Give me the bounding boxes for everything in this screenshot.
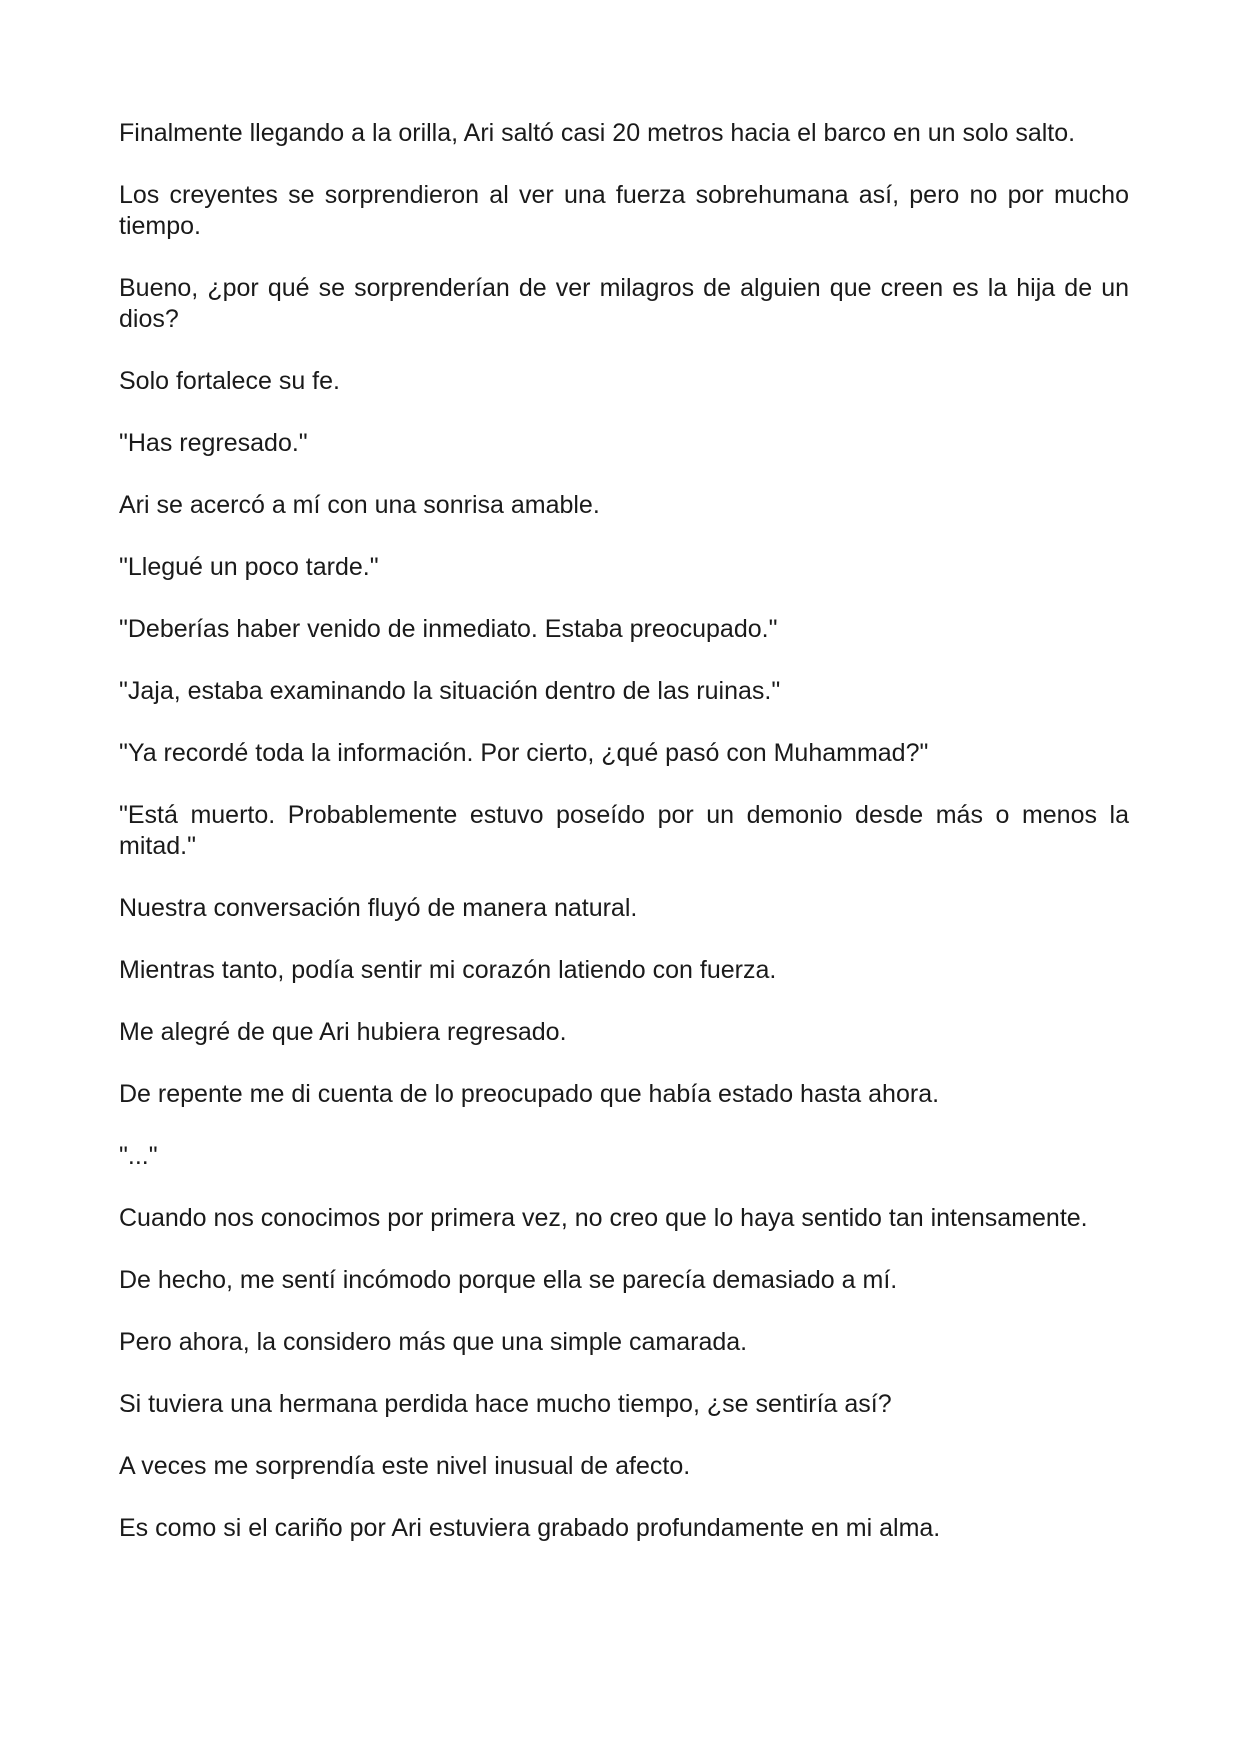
paragraph: Ari se acercó a mí con una sonrisa amable. [119,491,600,519]
paragraph: "Llegué un poco tarde." [119,553,379,581]
document-body [119,118,1129,1544]
paragraph: "Has regresado." [119,429,308,457]
paragraph: "Ya recordé toda la información. Por cierto, ¿qué pasó con Muhammad?" [119,739,929,767]
paragraph: Solo fortalece su fe. [119,367,340,395]
paragraph: Mientras tanto, podía sentir mi corazón latiendo con fuerza. [119,956,777,984]
paragraph: Si tuviera una hermana perdida hace mucho tiempo, ¿se sentiría así? [119,1390,892,1418]
paragraph: "Deberías haber venido de inmediato. Estaba preocupado." [119,615,778,643]
paragraph: "Está muerto. Probablemente estuvo poseído por un demonio desde más o menos la mitad." [119,801,1129,860]
paragraph: De hecho, me sentí incómodo porque ella se parecía demasiado a mí. [119,1266,898,1294]
paragraph: Pero ahora, la considero más que una simple camarada. [119,1328,748,1356]
paragraph: "Jaja, estaba examinando la situación dentro de las ruinas." [119,677,781,705]
paragraph: Bueno, ¿por qué se sorprenderían de ver milagros de alguien que creen es la hija de un dios? [119,274,1129,333]
paragraph: De repente me di cuenta de lo preocupado que había estado hasta ahora. [119,1080,940,1108]
paragraph: A veces me sorprendía este nivel inusual de afecto. [119,1452,691,1480]
paragraph: Finalmente llegando a la orilla, Ari saltó casi 20 metros hacia el barco en un solo salto. [119,119,1076,147]
paragraph: Cuando nos conocimos por primera vez, no creo que lo haya sentido tan intensamente. [119,1204,1088,1232]
paragraph: Me alegré de que Ari hubiera regresado. [119,1018,567,1046]
paragraph: Es como si el cariño por Ari estuviera grabado profundamente en mi alma. [119,1514,941,1542]
paragraph: "..." [119,1142,158,1170]
paragraph: Los creyentes se sorprendieron al ver una fuerza sobrehumana así, pero no por mucho tiempo. [119,181,1129,240]
paragraph: Nuestra conversación fluyó de manera natural. [119,894,638,922]
